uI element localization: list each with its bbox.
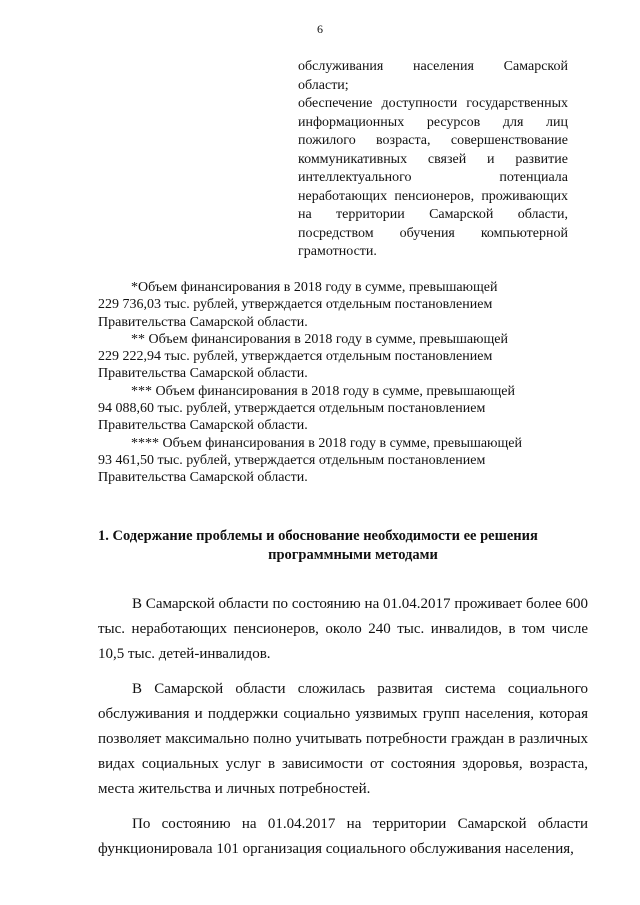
footnote: [98, 383, 568, 435]
section-body: [98, 592, 588, 872]
body-paragraph: В Самарской области сложилась развитая система социального обслуживания и поддержки социально уязвимых групп населения, которая позволяет максимально полно учитывать потребности граждан в различных видах социальных услуг в зависимости от состояния здоровья, возраста, места жительства и личных потребностей.: [98, 681, 588, 797]
footnote-line: *Объем финансирования в 2018 году в сумме, превышающей: [131, 280, 498, 295]
program-goals-column: [298, 58, 568, 262]
footnote-line: *** Объем финансирования в 2018 году в сумме, превышающей: [131, 383, 516, 399]
footnote-line: Правительства Самарской области.: [98, 314, 308, 330]
footnote-line: **** Объем финансирования в 2018 году в сумме, превышающей: [131, 435, 523, 451]
section-heading-line: программными методами: [268, 547, 438, 563]
page-number: 6: [317, 22, 323, 36]
footnote: [98, 331, 568, 383]
section-heading: [98, 527, 588, 565]
goal-item: обслуживания населения Самарской области;: [298, 59, 568, 93]
footnote-line: 94 088,60 тыс. рублей, утверждается отдельным постановлением: [98, 401, 486, 417]
footnote: [98, 279, 568, 331]
funding-footnotes: [98, 279, 568, 487]
body-paragraph: По состоянию на 01.04.2017 на территории Самарской области функционировала 101 организация социального обслуживания населения,: [98, 816, 588, 857]
footnote-line: Правительства Самарской области.: [98, 418, 308, 434]
goal-item: обеспечение доступности государственных информационных ресурсов для лиц пожилого возраста, совершенствование коммуникативных связей и развитие интеллектуального потенциала неработающих пенсионеров, проживающих на территории Самарской области, посредством обучения компьютерной грамотности.: [298, 96, 568, 259]
body-paragraph: В Самарской области по состоянию на 01.04.2017 проживает более 600 тыс. неработающих пенсионеров, около 240 тыс. инвалидов, в том числе 10,5 тыс. детей-инвалидов.: [98, 596, 588, 662]
footnote-line: 93 461,50 тыс. рублей, утверждается отдельным постановлением: [98, 452, 486, 468]
footnote-line: Правительства Самарской области.: [98, 366, 308, 382]
footnote-line: 229 222,94 тыс. рублей, утверждается отдельным постановлением: [98, 349, 493, 365]
footnote-line: 229 736,03 тыс. рублей, утверждается отдельным постановлением: [98, 297, 493, 313]
section-heading-line: 1. Содержание проблемы и обоснование необходимости ее решения: [98, 528, 538, 544]
footnote: [98, 435, 568, 487]
footnote-line: Правительства Самарской области.: [98, 470, 308, 486]
footnote-line: ** Объем финансирования в 2018 году в сумме, превышающей: [131, 331, 509, 347]
